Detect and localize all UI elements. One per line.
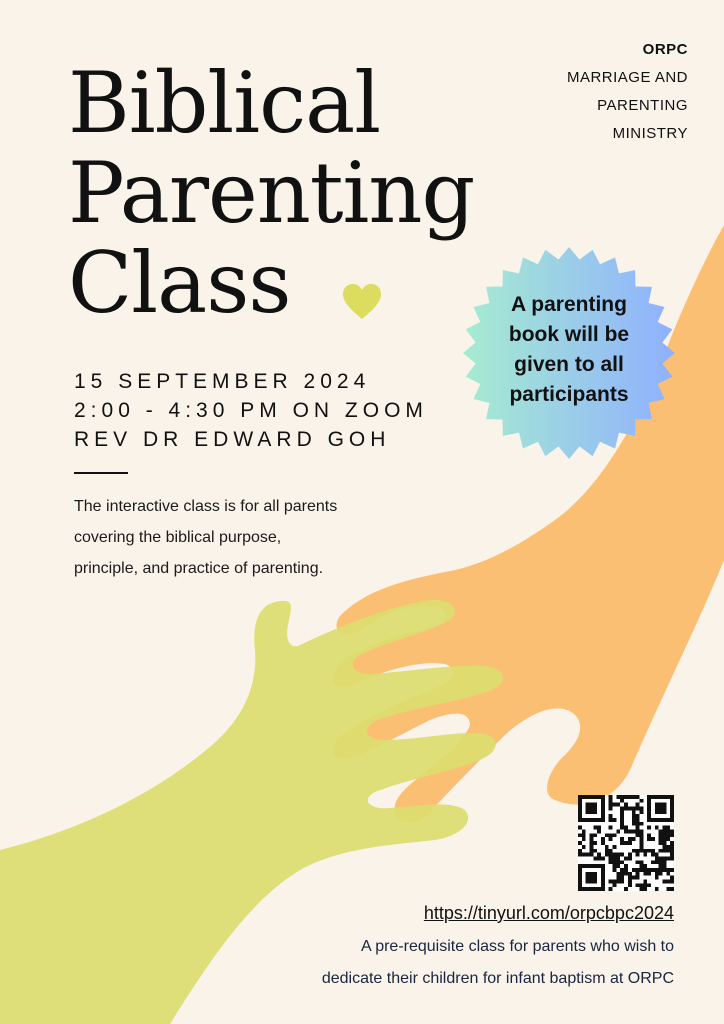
qr-code[interactable] [578,795,674,891]
badge-text [480,290,658,410]
badge-line: book will be [508,323,630,346]
description [74,491,424,584]
description-line: The interactive class is for all parents [74,498,338,515]
event-time: 2:00 - 4:30 PM ON ZOOM [74,399,428,422]
title-line: Biblical [68,54,381,152]
ministry-line: MARRIAGE AND [566,69,688,86]
event-details [74,367,428,454]
description-line: principle, and practice of parenting. [74,560,324,577]
title-line: Class [68,234,291,332]
footnote-line: A pre-requisite class for parents who wish to [360,938,674,955]
heart-icon [342,283,382,321]
registration-link[interactable]: https://tinyurl.com/orpcbpc2024 [423,903,674,923]
badge-line: given to all [514,353,624,376]
footnote [204,931,674,995]
organization-name: ORPC [642,41,688,58]
event-date: 15 SEPTEMBER 2024 [74,370,371,393]
badge-line: A parenting [511,293,627,316]
ministry-line: MINISTRY [612,125,688,142]
title-line: Parenting [68,144,475,242]
footnote-line: dedicate their children for infant baptism at ORPC [321,970,674,987]
divider [74,472,128,474]
organization-block [567,36,688,148]
badge-line: participants [509,383,629,406]
ministry-line: PARENTING [597,97,688,114]
page-title [68,54,475,332]
description-line: covering the biblical purpose, [74,529,282,546]
event-speaker: REV DR EDWARD GOH [74,428,391,451]
